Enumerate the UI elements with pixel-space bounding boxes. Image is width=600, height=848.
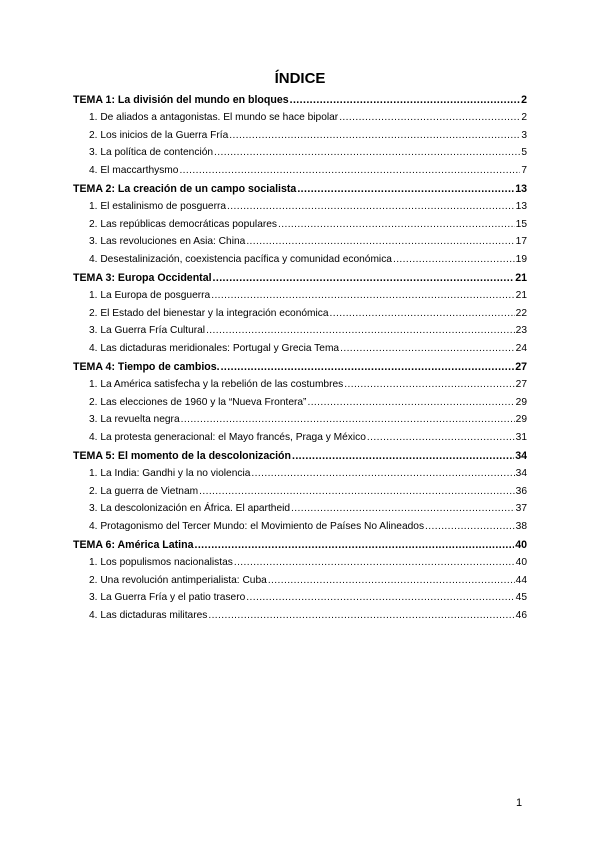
page-ref: 19 [515,254,527,266]
dot-leader [297,183,514,195]
toc-item[interactable] [73,201,527,219]
tema-label: TEMA 4: Tiempo de cambios. [73,360,220,373]
page-ref: 21 [515,271,527,284]
dot-leader [307,397,514,408]
item-label: 1. La Europa de posguerra [89,289,211,301]
page-ref: 22 [515,307,527,319]
page-ref: 2 [521,94,527,106]
page-ref: 3 [521,129,527,141]
dot-leader [208,610,514,621]
toc-tema-4[interactable] [73,361,527,379]
page-ref: 46 [515,610,527,622]
page-ref: 29 [515,396,527,408]
dot-leader [227,201,515,212]
item-label: 4. Las dictaduras meridionales: Portugal y Grecia Tema [89,343,340,355]
dot-leader [290,94,520,106]
item-label: 2. Una revolución antimperialista: Cuba [89,574,267,586]
toc-item[interactable] [73,432,527,450]
toc-item[interactable] [73,308,527,326]
dot-leader [278,219,515,230]
item-label: 1. Los populismos nacionalistas [89,556,233,568]
dot-leader [330,308,515,319]
dot-leader [246,236,514,247]
page-ref: 23 [515,325,527,337]
page-ref: 13 [515,200,527,212]
toc-item[interactable] [73,147,527,165]
dot-leader [234,557,515,568]
item-label: 2. Las repúblicas democráticas populares [89,218,278,230]
toc-item[interactable] [73,592,527,610]
toc-item[interactable] [73,112,527,130]
page-ref: 27 [515,360,527,373]
item-label: 3. La descolonización en África. El apartheid [89,503,291,515]
toc-tema-6[interactable] [73,539,527,557]
dot-leader [229,130,520,141]
toc-tema-1[interactable] [73,94,527,112]
dot-leader [214,147,520,158]
page-ref: 34 [515,449,527,462]
page-ref: 7 [521,165,527,177]
item-label: 1. La América satisfecha y la rebelión de las costumbres [89,378,344,390]
dot-leader [340,343,515,354]
toc-item[interactable] [73,165,527,183]
dot-leader [246,592,514,603]
page-ref: 15 [515,218,527,230]
dot-leader [199,486,515,497]
item-label: 3. La política de contención [89,147,214,159]
page-ref: 21 [515,289,527,301]
dot-leader [393,254,515,265]
toc-item[interactable] [73,130,527,148]
toc-item[interactable] [73,397,527,415]
dot-leader [221,361,515,373]
toc-item[interactable] [73,610,527,628]
toc-tema-5[interactable] [73,450,527,468]
toc-item[interactable] [73,290,527,308]
page-ref: 2 [521,111,527,123]
page-ref: 44 [515,574,527,586]
toc-item[interactable] [73,254,527,272]
item-label: 3. La Guerra Fría y el patio trasero [89,592,246,604]
dot-leader [251,468,514,479]
item-label: 2. La guerra de Vietnam [89,485,199,497]
dot-leader [344,379,514,390]
toc-item[interactable] [73,379,527,397]
tema-label: TEMA 6: América Latina [73,538,194,551]
page-ref: 5 [521,147,527,159]
tema-label: TEMA 2: La creación de un campo socialista [73,182,297,195]
tema-label: TEMA 5: El momento de la descolonización [73,449,291,462]
toc-tema-3[interactable] [73,272,527,290]
item-label: 1. De aliados a antagonistas. El mundo se hace bipolar [89,111,339,123]
page-ref: 13 [515,182,527,195]
page-ref: 38 [515,521,527,533]
dot-leader [291,503,515,514]
toc-item[interactable] [73,468,527,486]
item-label: 4. Las dictaduras militares [89,610,208,622]
item-label: 3. La Guerra Fría Cultural [89,325,206,337]
item-label: 3. Las revoluciones en Asia: China [89,236,246,248]
item-label: 1. El estalinismo de posguerra [89,200,227,212]
item-label: 3. La revuelta negra [89,414,180,426]
item-label: 4. La protesta generacional: el Mayo francés, Praga y México [89,432,366,444]
dot-leader [194,539,514,551]
tema-label: TEMA 1: La división del mundo en bloques [73,94,289,106]
toc-item[interactable] [73,486,527,504]
page-ref: 31 [515,432,527,444]
table-of-contents [73,94,527,628]
page-ref: 40 [515,538,527,551]
item-label: 2. Las elecciones de 1960 y la “Nueva Frontera” [89,396,307,408]
dot-leader [211,290,514,301]
page-title: ÍNDICE [274,70,326,87]
page-ref: 29 [515,414,527,426]
item-label: 4. El maccarthysmo [89,165,179,177]
toc-tema-2[interactable] [73,183,527,201]
tema-label: TEMA 3: Europa Occidental [73,271,212,284]
dot-leader [339,112,520,123]
dot-leader [367,432,515,443]
dot-leader [213,272,515,284]
item-label: 2. El Estado del bienestar y la integración económica [89,307,329,319]
page-ref: 45 [515,592,527,604]
item-label: 4. Desestalinización, coexistencia pacífica y comunidad económica [89,254,392,266]
item-label: 2. Los inicios de la Guerra Fría [89,129,229,141]
toc-item[interactable] [73,557,527,575]
page-ref: 34 [515,467,527,479]
toc-item[interactable] [73,414,527,432]
page-number: 1 [516,797,523,809]
toc-item[interactable] [73,521,527,539]
page-ref: 36 [515,485,527,497]
dot-leader [425,521,515,532]
toc-item[interactable] [73,575,527,593]
dot-leader [268,575,515,586]
dot-leader [292,450,514,462]
page-ref: 17 [515,236,527,248]
toc-item[interactable] [73,219,527,237]
dot-leader [206,325,515,336]
dot-leader [181,414,515,425]
page-ref: 24 [515,343,527,355]
page-ref: 27 [515,378,527,390]
item-label: 4. Protagonismo del Tercer Mundo: el Movimiento de Países No Alineados [89,521,425,533]
toc-item[interactable] [73,343,527,361]
page-ref: 37 [515,503,527,515]
toc-item[interactable] [73,503,527,521]
item-label: 1. La India: Gandhi y la no violencia [89,467,251,479]
page-ref: 40 [515,556,527,568]
dot-leader [179,165,520,176]
toc-item[interactable] [73,325,527,343]
toc-item[interactable] [73,236,527,254]
